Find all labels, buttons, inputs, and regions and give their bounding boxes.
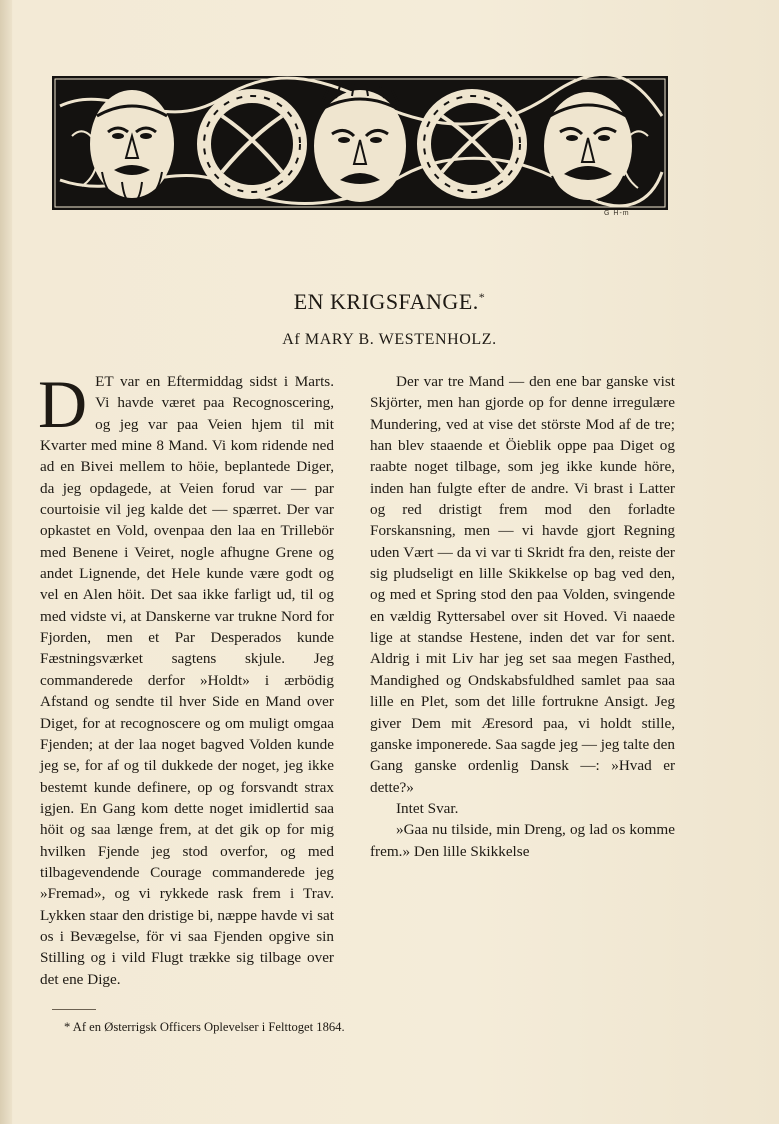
byline-prefix: Af xyxy=(282,331,301,348)
artist-initials: G H-m xyxy=(604,210,630,217)
byline-name: MARY B. WESTENHOLZ. xyxy=(304,331,497,348)
title-text: EN KRIGSFANGE. xyxy=(293,289,479,314)
footnote-rule xyxy=(52,1009,96,1010)
footnote: * Af en Østerrigsk Officers Oplevelser i Felttoget 1864. xyxy=(64,1020,345,1034)
paragraph-1-text: ET var en Eftermiddag sidst i Marts. Vi havde været paa Recognoscering, og jeg var paa Veien hjem til mit Kvarter med mine 8 Mand. Vi kom ridende ned ad en Bivei mellem to höie, beplantede Diger, da jeg opdagede, at Veien forud var — par courtoisie vil jeg kalde det — spærret. Der var opkastet en Vold, ovenpaa den laa en Trillebör med Benene i Veiret, nogle afhugne Grene og andet Lignende, det Hele kunde være godt og vel en Alen höit. Det saa ikke farligt ud, til og med vidste vi, at Danskerne var trukne Nord for Fjorden, men et Par Desperados kunde Fæstningsværket sagtens skjule. Jeg commanderede derfor »Holdt» i ærbödig Afstand og sendte til hver Side en Mand over Diget, for at recognoscere og om muligt omgaa Fjenden; at der laa noget bagved Volden kunde jeg se, for af og til dukkede der noget, jeg ikke bestemt kunde definere, op og forsvandt strax igjen. En Gang kom dette noget imidlertid saa höit og saa længe frem, at det gik op for mig hvilken Fjende jeg stod overfor, og med tilbagevendende Courage commanderede jeg »Fremad», og vi rykkede rask frem i Trav. Lykken staar den dristige bi, næppe havde vi sat os i Bevægelse, för vi saa Fjenden opgive sin Stilling og i vild Flugt trække sig tilbage over det ene Dige. xyxy=(40,373,334,988)
drop-cap: D xyxy=(38,366,88,442)
paragraph-3: Intet Svar. xyxy=(396,799,459,817)
paragraph-2: Der var tre Mand — den ene bar ganske vist Skjörter, men han gjorde op for denne irregulære Mundering, ved at vise det störste Mod af de tre; han blev staaende et Öieblik oppe paa Diget og raabte noget tilbage, som jeg ikke kunde höre, inden han fulgte efter de andre. Vi brast i Latter og red dristigt frem mod den forladte Forskansning, men — vi havde gjort Regning uden Vært — da vi var ti Skridt fra den, reiste der sig pludseligt en lille Skikkelse op bag ved den, og med et Spring stod den paa Volden, svingende en vældig Ryttersabel over sit Hoved. Vi naaede lige at standse Hestene, inden det var for sent. Aldrig i mit Liv har jeg set saa megen Fasthed, Mandighed og Ondskabsfuldhed samlet paa saa lille en Plet, som det lille fortrukne Ansigt. Jeg giver Dem mit Æresord paa, vi holdt stille, ganske imponerede. Saa sagde jeg — jeg talte den Gang ganske ordenlig Dansk —: »Hvad er dette?» xyxy=(370,373,675,796)
page-edge xyxy=(0,0,12,1124)
footnote-marker: * xyxy=(478,290,486,304)
byline xyxy=(0,331,779,349)
masks-ornament-icon xyxy=(52,76,668,210)
right-column xyxy=(370,371,675,862)
decorative-banner xyxy=(52,76,668,210)
paragraph-4: »Gaa nu tilside, min Dreng, og lad os komme frem.» Den lille Skikkelse xyxy=(370,821,675,860)
left-column xyxy=(38,366,334,990)
paragraph-1 xyxy=(38,366,334,990)
article-title xyxy=(0,289,779,315)
